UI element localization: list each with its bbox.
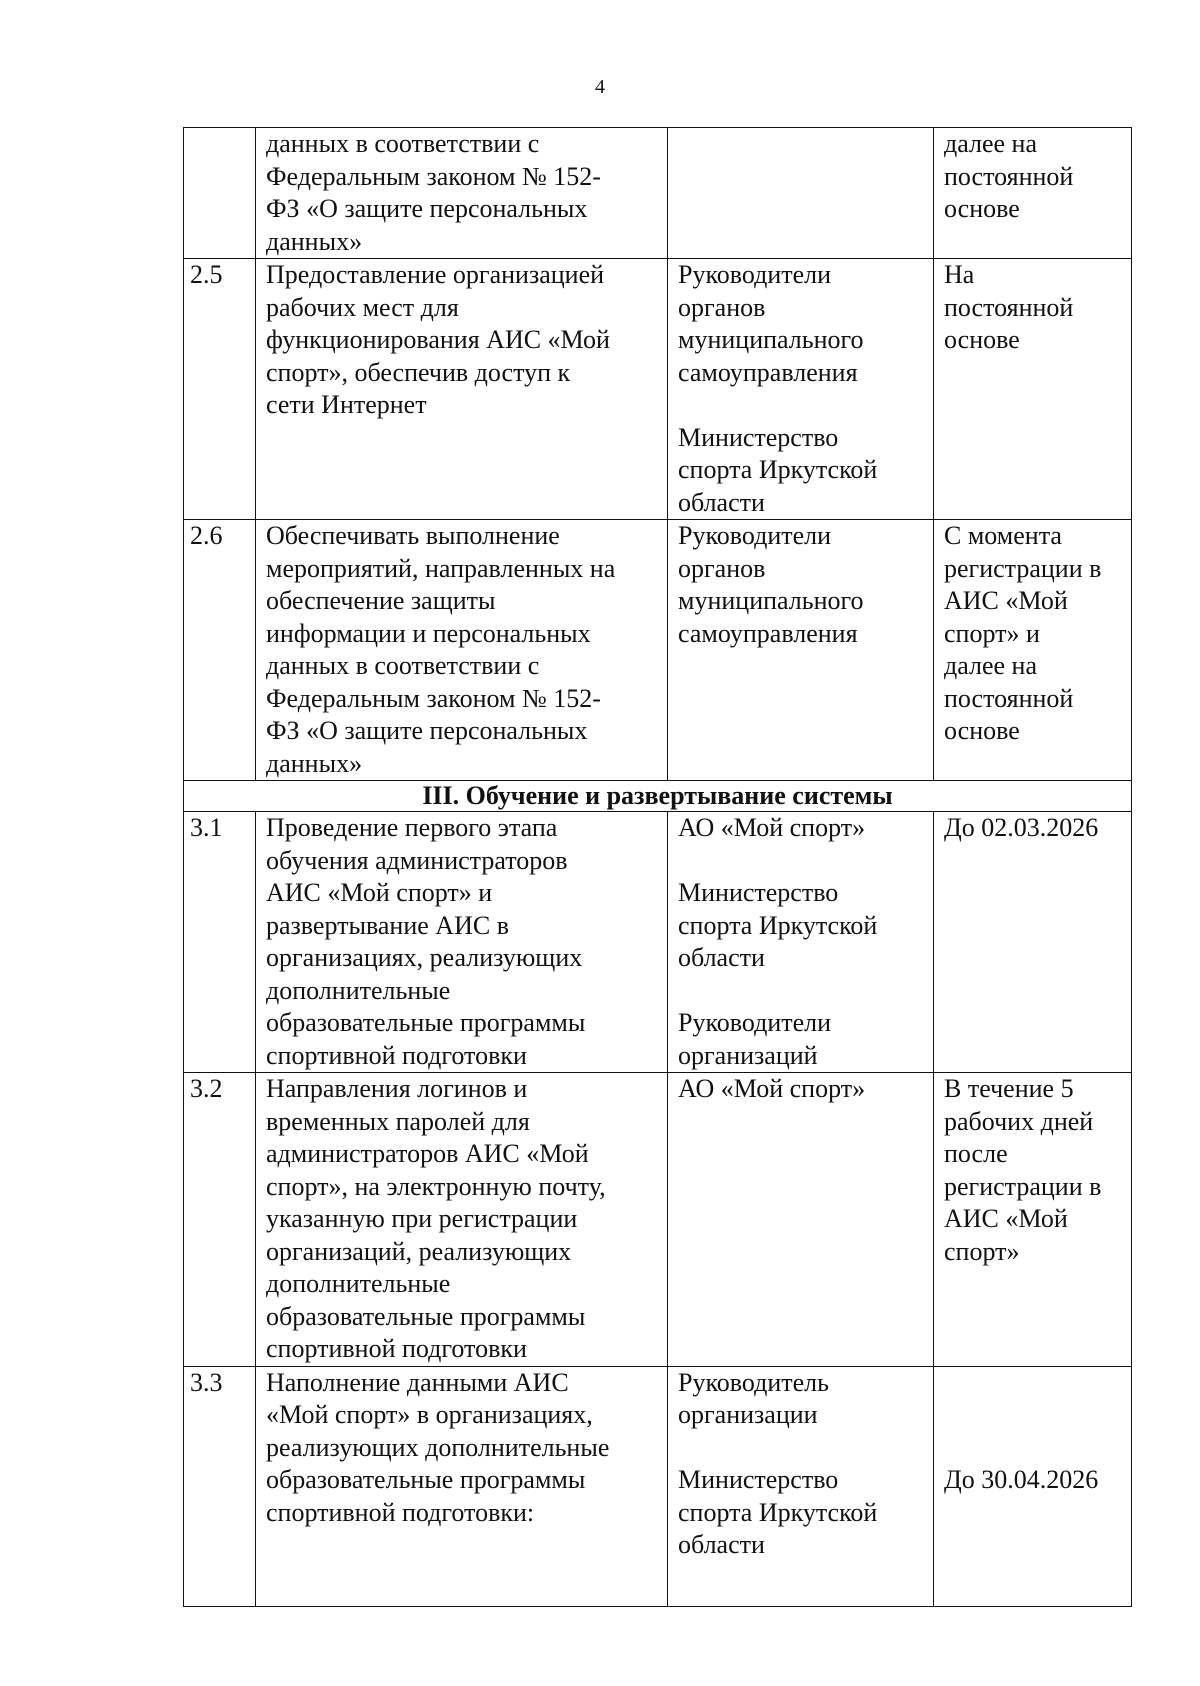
item-number: 3.2	[184, 1073, 256, 1367]
action-line: образовательные программы	[266, 1465, 586, 1494]
section-header-row	[184, 781, 1132, 812]
blank-line	[678, 975, 923, 1008]
cell-responsible	[668, 1366, 934, 1606]
action-line: реализующих дополнительные	[266, 1432, 610, 1462]
action-line: дополнительные	[266, 975, 451, 1005]
responsible-line: спорта Иркутской	[678, 455, 878, 484]
deadline-line: АИС «Мой	[944, 1204, 1068, 1233]
deadline-line: спорт» и	[944, 618, 1040, 648]
responsible-line: Министерство	[678, 422, 839, 452]
responsible-line: Руководители	[678, 260, 832, 289]
blank-line	[944, 1399, 1121, 1432]
responsible-line: органов	[678, 292, 766, 322]
action-line: дополнительные	[266, 1269, 451, 1298]
action-line: Предоставление организацией	[266, 260, 605, 289]
responsible-line: области	[678, 943, 765, 972]
responsible-line: муниципального	[678, 586, 864, 615]
deadline-line: после	[944, 1139, 1008, 1168]
deadline-line: АИС «Мой	[944, 586, 1068, 615]
deadline-line: До 30.04.2026	[944, 1465, 1099, 1494]
deadline-line: рабочих дней	[944, 1106, 1094, 1136]
deadline-line: постоянной	[944, 292, 1074, 322]
blank-line	[678, 389, 923, 422]
cell-action	[256, 812, 668, 1073]
deadline-line: постоянной	[944, 161, 1074, 191]
cell-deadline	[934, 1073, 1132, 1367]
action-line: данных»	[266, 226, 363, 256]
blank-line	[678, 845, 923, 878]
action-line: организаций, реализующих	[266, 1236, 572, 1266]
action-line: обеспечение защиты	[266, 586, 496, 615]
responsible-line: Руководители	[678, 1008, 832, 1037]
table-row	[184, 812, 1132, 1073]
cell-responsible	[668, 259, 934, 520]
action-line: спортивной подготовки	[266, 1334, 527, 1363]
action-line: Направления логинов и	[266, 1074, 528, 1103]
table-row	[184, 520, 1132, 781]
cell-responsible	[668, 812, 934, 1073]
cell-action	[256, 520, 668, 781]
table-row	[184, 128, 1132, 259]
action-line: образовательные программы	[266, 1008, 586, 1037]
responsible-line: самоуправления	[678, 357, 858, 387]
cell-deadline	[934, 520, 1132, 781]
item-number: 2.6	[184, 520, 256, 781]
blank-line	[944, 1432, 1121, 1465]
plan-table-body	[184, 128, 1132, 1607]
action-line: администраторов АИС «Мой	[266, 1139, 589, 1168]
deadline-line: основе	[944, 325, 1020, 354]
action-line: рабочих мест для	[266, 292, 459, 322]
responsible-line: области	[678, 487, 765, 517]
responsible-line: организаций	[678, 1040, 818, 1070]
table-row	[184, 1073, 1132, 1367]
deadline-line: далее на	[944, 651, 1038, 680]
action-line: сети Интернет	[266, 390, 427, 419]
cell-action	[256, 1366, 668, 1606]
action-line: Проведение первого этапа	[266, 813, 558, 842]
page-number: 4	[595, 76, 605, 98]
responsible-line: органов	[678, 553, 766, 583]
cell-deadline	[934, 259, 1132, 520]
item-number	[184, 128, 256, 259]
action-line: данных»	[266, 748, 363, 778]
deadline-line: До 02.03.2026	[944, 813, 1099, 842]
action-line: обучения администраторов	[266, 845, 568, 875]
table-row	[184, 1366, 1132, 1606]
action-line: АИС «Мой спорт» и	[266, 878, 493, 907]
action-line: спортивной подготовки:	[266, 1497, 535, 1527]
deadline-line: постоянной	[944, 683, 1074, 713]
item-number: 2.5	[184, 259, 256, 520]
action-line: организациях, реализующих	[266, 943, 583, 972]
deadline-line: С момента	[944, 521, 1062, 550]
item-number: 3.3	[184, 1366, 256, 1606]
cell-responsible	[668, 128, 934, 259]
action-line: «Мой спорт» в организациях,	[266, 1400, 593, 1429]
action-line: развертывание АИС в	[266, 910, 509, 940]
cell-deadline	[934, 128, 1132, 259]
action-line: ФЗ «О защите персональных	[266, 194, 588, 223]
cell-responsible	[668, 520, 934, 781]
deadline-line: регистрации в	[944, 1171, 1102, 1201]
action-line: Наполнение данными АИС	[266, 1367, 569, 1397]
blank-line	[944, 1367, 1121, 1400]
cell-responsible	[668, 1073, 934, 1367]
deadline-line: основе	[944, 194, 1020, 223]
responsible-line: Министерство	[678, 878, 839, 907]
responsible-line: муниципального	[678, 325, 864, 354]
deadline-line: основе	[944, 716, 1020, 745]
responsible-line: области	[678, 1530, 765, 1559]
deadline-line: далее на	[944, 129, 1038, 158]
action-line: спортивной подготовки	[266, 1040, 527, 1070]
deadline-line: регистрации в	[944, 553, 1102, 583]
cell-deadline	[934, 812, 1132, 1073]
section-title: III. Обучение и развертывание системы	[184, 781, 1132, 812]
cell-action	[256, 259, 668, 520]
action-line: Федеральным законом № 152-	[266, 161, 601, 191]
item-number: 3.1	[184, 812, 256, 1073]
responsible-line: спорта Иркутской	[678, 910, 878, 940]
responsible-line: Руководитель	[678, 1367, 829, 1397]
action-line: мероприятий, направленных на	[266, 553, 616, 583]
responsible-line: организации	[678, 1400, 818, 1429]
responsible-line: Руководители	[678, 521, 832, 550]
cell-action	[256, 128, 668, 259]
action-line: данных в соответствии с	[266, 651, 540, 680]
blank-line	[678, 1432, 923, 1465]
table-row	[184, 259, 1132, 520]
action-line: Обеспечивать выполнение	[266, 521, 560, 550]
deadline-line: На	[944, 260, 975, 289]
action-line: ФЗ «О защите персональных	[266, 716, 588, 745]
action-line: функционирования АИС «Мой	[266, 325, 610, 354]
action-line: временных паролей для	[266, 1106, 530, 1136]
deadline-line: спорт»	[944, 1236, 1020, 1266]
plan-table	[183, 127, 1132, 1607]
action-line: Федеральным законом № 152-	[266, 683, 601, 713]
responsible-line: Министерство	[678, 1465, 839, 1494]
responsible-line: спорта Иркутской	[678, 1497, 878, 1527]
responsible-line: самоуправления	[678, 618, 858, 648]
cell-deadline	[934, 1366, 1132, 1606]
action-line: данных в соответствии с	[266, 129, 540, 158]
action-line: информации и персональных	[266, 618, 591, 648]
action-line: спорт», обеспечив доступ к	[266, 357, 571, 387]
deadline-line: В течение 5	[944, 1074, 1074, 1103]
responsible-line: АО «Мой спорт»	[678, 813, 866, 842]
action-line: указанную при регистрации	[266, 1204, 578, 1233]
responsible-line: АО «Мой спорт»	[678, 1074, 866, 1103]
cell-action	[256, 1073, 668, 1367]
action-line: спорт», на электронную почту,	[266, 1171, 606, 1201]
action-line: образовательные программы	[266, 1301, 586, 1331]
